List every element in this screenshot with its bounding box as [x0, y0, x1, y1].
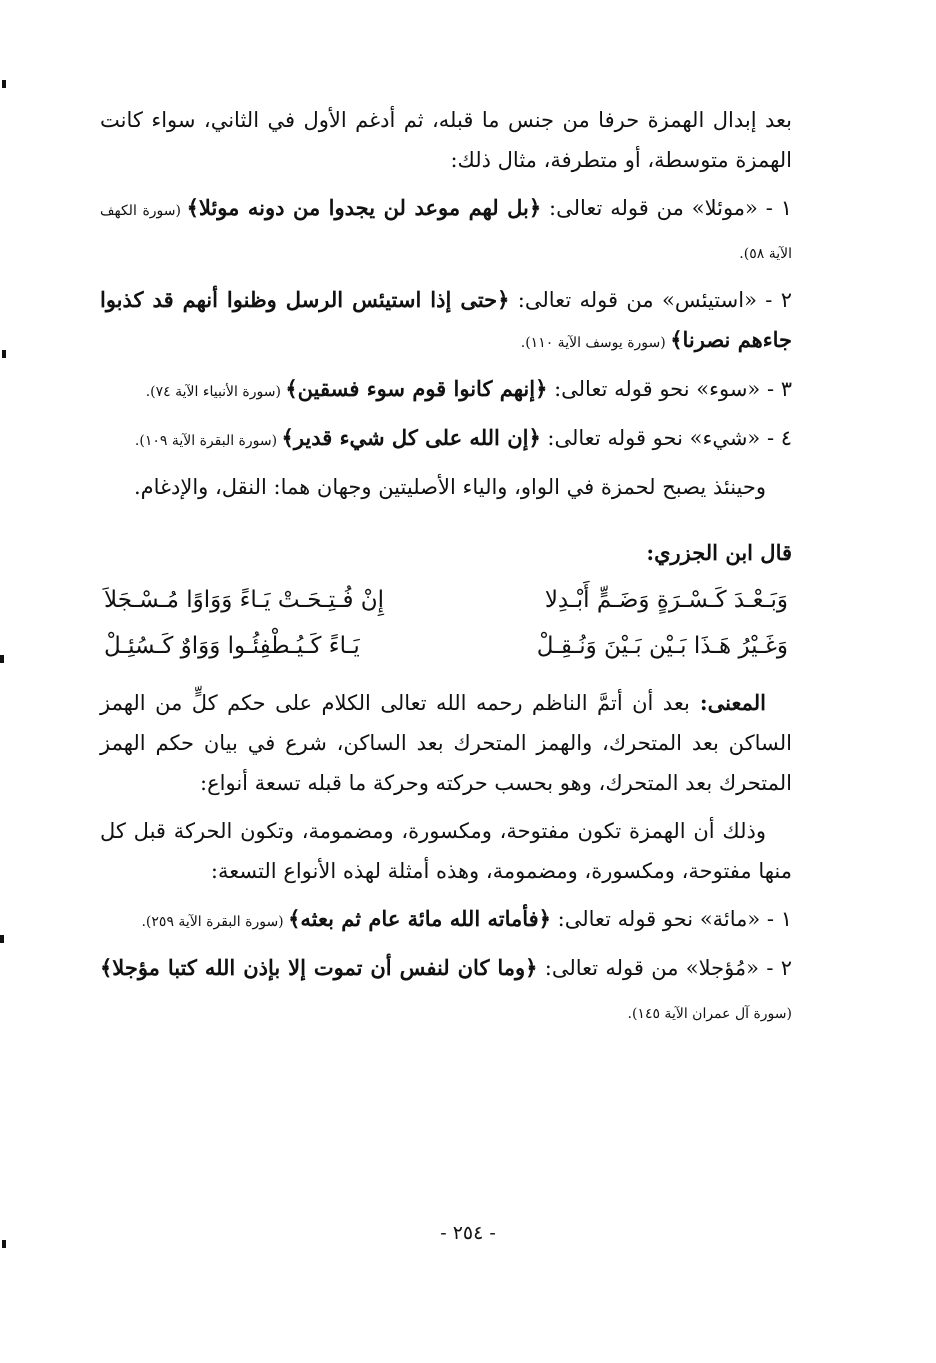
section-heading: قال ابن الجزري: [646, 540, 792, 565]
verse-second-hemistich: يَـاءً كَـيُـطْفِئُـوا وَوَاوٌ كَـسُئِـلْ [104, 633, 360, 659]
list-item: ٢ - «مُؤجلا» من قوله تعالى: ﴿وما كان لنفس أن تموت إلا بإذن الله كتبا مؤجلا﴾ (سورة آل عمران الآية ١٤٥). [100, 955, 792, 1022]
quran-quote: ﴿فأماته الله مائة عام ثم بعثه﴾ [288, 906, 551, 931]
surah-reference: (سورة الكهف الآية ٥٨). [100, 203, 792, 262]
poem-verses [100, 577, 792, 669]
verse-line [100, 577, 792, 623]
quran-quote: ﴿إن الله على كل شيء قدير﴾ [281, 425, 541, 450]
list-item: ١ - «مائة» نحو قوله تعالى: ﴿فأماته الله مائة عام ثم بعثه﴾ (سورة البقرة الآية ٢٥٩). [141, 906, 792, 931]
examples-list-2 [100, 899, 792, 1034]
surah-reference: (سورة آل عمران الآية ١٤٥). [627, 1006, 792, 1022]
scan-mark [2, 350, 6, 358]
intro-paragraph: بعد إبدال الهمزة حرفا من جنس ما قبله، ثم أدغم الأول في الثاني، سواء كانت الهمزة متوسطة، أو متطرفة، مثال ذلك: [100, 108, 792, 172]
meaning-paragraph: المعنى: بعد أن أتمَّ الناظم رحمه الله تعالى الكلام على حكم كلٍّ من الهمز الساكن بعد المتحرك، والهمز المتحرك بعد الساكن، شرع في بيان حكم الهمز المتحرك بعد المتحرك، وهو بحسب حركته وحركة ما قبله تسعة أنواع: [100, 690, 793, 795]
quran-quote: ﴿حتى إذا استيئس الرسل وظنوا أنهم قد كذبوا جاءهم نصرنا﴾ [100, 287, 792, 352]
surah-reference: (سورة البقرة الآية ١٠٩). [134, 433, 282, 449]
page-body [100, 100, 792, 1040]
examples-list-1 [100, 188, 792, 461]
third-paragraph: وذلك أن الهمزة تكون مفتوحة، ومكسورة، ومضمومة، وتكون الحركة قبل كل منها مفتوحة، ومكسورة، ومضمومة، وهذه أمثلة لهذه الأنواع التسعة: [100, 819, 792, 883]
verse-second-hemistich: إِنْ فُـتِـحَـتْ يَـاءً وَوَاوًا مُـسْـجَلاَ [104, 587, 385, 613]
scan-mark [0, 655, 4, 663]
list-item: ٣ - «سوء» نحو قوله تعالى: ﴿إنهم كانوا قوم سوء فسقين﴾ (سورة الأنبياء الآية ٧٤). [145, 376, 792, 401]
list-item: ١ - «موئلا» من قوله تعالى: ﴿بل لهم موعد لن يجدوا من دونه موئلا﴾ (سورة الكهف الآية ٥٨). [100, 195, 792, 262]
list-item: ٢ - «استيئس» من قوله تعالى: ﴿حتى إذا استيئس الرسل وظنوا أنهم قد كذبوا جاءهم نصرنا﴾ (سورة يوسف الآية ١١٠). [100, 287, 793, 352]
meaning-label: المعنى: [689, 690, 766, 715]
scan-mark [2, 1240, 6, 1248]
surah-reference: (سورة البقرة الآية ٢٥٩). [141, 914, 289, 930]
verse-first-hemistich: وَبَـعْـدَ كَـسْـرَةٍ وَضَـمٍّ أَبْـدِلا [544, 587, 788, 613]
surah-reference: (سورة يوسف الآية ١١٠). [520, 335, 671, 351]
page-number: - ٢٥٤ - [440, 1222, 496, 1244]
quran-quote: ﴿وما كان لنفس أن تموت إلا بإذن الله كتبا مؤجلا﴾ [100, 955, 538, 980]
scan-mark [0, 935, 4, 943]
list-item: ٤ - «شيء» نحو قوله تعالى: ﴿إن الله على كل شيء قدير﴾ (سورة البقرة الآية ١٠٩). [134, 425, 792, 450]
verse-line [100, 623, 792, 669]
quran-quote: ﴿إنهم كانوا قوم سوء فسقين﴾ [285, 376, 548, 401]
verse-first-hemistich: وَغَـيْرُ هَـذَا بَـيْن بَـيْنَ وَنُـقِـلْ [536, 633, 788, 659]
second-paragraph: وحينئذ يصبح لحمزة في الواو، والياء الأصليتين وجهان هما: النقل، والإدغام. [133, 475, 766, 499]
quran-quote: ﴿بل لهم موعد لن يجدوا من دونه موئلا﴾ [186, 195, 542, 220]
scan-mark [2, 80, 6, 88]
surah-reference: (سورة الأنبياء الآية ٧٤). [145, 384, 286, 400]
